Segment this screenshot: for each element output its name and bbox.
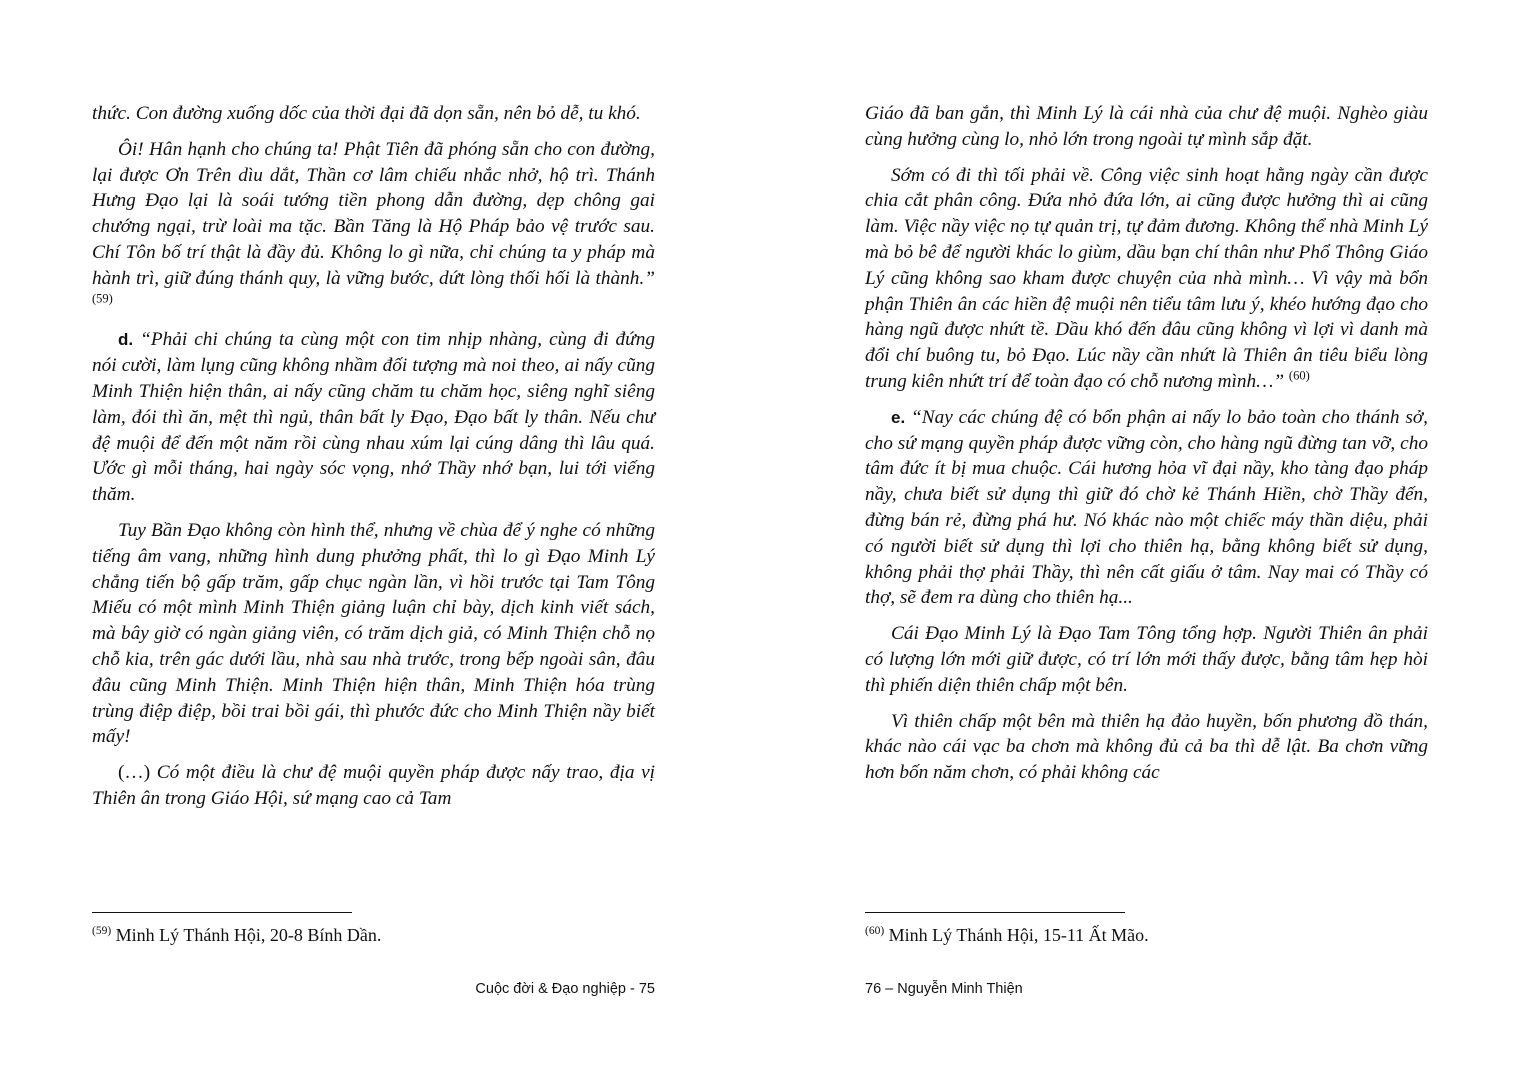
left-page [92,0,655,1075]
paragraph: Giáo đã ban gắn, thì Minh Lý là cái nhà của chư đệ muội. Nghèo giàu cùng hưởng cùng lo, nhỏ lớn trong ngoài tự mình sắp đặt. [865,103,1428,150]
page-footer: 76 – Nguyễn Minh Thiện [865,981,1023,997]
footnote-text: Minh Lý Thánh Hội, 15-11 Ất Mão. [888,925,1149,945]
footnote-divider [92,912,352,913]
footnote-number: (60) [865,925,885,937]
paragraph: thức. Con đường xuống dốc của thời đại đã dọn sẵn, nên bỏ dễ, tu khó. [92,103,641,124]
right-page-body [865,101,1428,796]
paragraph: Ôi! Hân hạnh cho chúng ta! Phật Tiên đã phóng sẵn cho con đường, lại được Ơn Trên dìu dắt, Thần cơ lâm chiếu nhắc nhở, hộ trì. Thánh Hưng Đạo lại là soái tướng tiền phong dẫn đường, dẹp chông gai chướng ngại, trừ loài ma tặc. Bần Tăng là Hộ Pháp bảo vệ trước sau. Chí Tôn bố trí thật là đầy đủ. Không lo gì nữa, chỉ chúng ta y pháp mà hành trì, giữ đúng thánh quy, là vững bước, dứt lòng thối hối là thành.” $^{(59)}$ [92,138,655,306]
paragraph: e. “Nay các chúng đệ có bổn phận ai nấy lo bảo toàn cho thánh sở, cho sứ mạng quyền pháp được vững còn, cho hàng ngũ đừng tan vỡ, cho tâm đức ít bị mua chuộc. Cái hương hỏa vĩ đại nầy, kho tàng đạo pháp nầy, chưa biết sử dụng thì giữ đó chờ kẻ Thánh Hiền, chờ Thầy đến, đừng bán rẻ, đừng phá hư. Nó khác nào một chiếc máy thần diệu, phải có người biết sử dụng thì lợi cho thiên hạ, bằng không biết sử dụng, không phải thợ phải Thầy, thì nên cất giấu ở tâm. Nay mai có Thầy có thợ, sẽ đem ra dùng cho thiên hạ... [865,406,1428,609]
paragraph: Tuy Bần Đạo không còn hình thể, nhưng về chùa để ý nghe có những tiếng âm vang, những hình dung phưởng phất, thì lo gì Đạo Minh Lý chẳng tiến bộ gấp trăm, gấp chục ngàn lần, vì hồi trước tại Tam Tông Miếu có một mình Minh Thiện giảng luận chỉ bày, dịch kinh viết sách, mà bây giờ có ngàn giảng viên, có trăm dịch giả, có Minh Thiện chỗ nọ chỗ kia, trên gác dưới lầu, nhà sau nhà trước, trong bếp ngoài sân, đâu đâu cũng Minh Thiện. Minh Thiện hiện thân, Minh Thiện hóa trùng trùng điệp điệp, bồi trai bồi gái, thì phước đức cho Minh Thiện nầy biết mấy! [92,519,655,748]
item-marker: d. [118,330,134,350]
ellipsis-marker: (…) [118,762,151,784]
footnote-divider [865,912,1125,913]
paragraph: Vì thiên chấp một bên mà thiên hạ đảo huyền, bốn phương đồ thán, khác nào cái vạc ba chơn mà không đủ cả ba thì dễ lật. Ba chơn vững hơn bốn năm chơn, có phải không các [865,710,1428,784]
footnote-reference: (59) [92,291,113,306]
left-page-body [92,101,655,822]
item-marker: e. [891,407,906,427]
paragraph: Cái Đạo Minh Lý là Đạo Tam Tông tổng hợp. Người Thiên ân phải có lượng lớn mới giữ được, có trí lớn mới thấy được, bằng tâm hẹp hòi thì phiến diện thiên chấp một bên. [865,623,1428,696]
footnote-reference: (60) [1288,368,1310,383]
footnote-number: (59) [92,925,112,937]
footnote [865,923,1428,947]
paragraph: Sớm có đi thì tối phải về. Công việc sinh hoạt hằng ngày cần được chia cắt phân công. Đứa nhỏ đứa lớn, ai cũng được hưởng thì ai cũng làm. Việc nầy việc nọ tự quản trị, tự đảm đương. Không thể nhà Minh Lý mà bỏ bê để người khác lo giùm, dầu bạn chí thân như Phổ Thông Giáo Lý cũng không sao kham được chuyện của nhà mình… Vì vậy mà bổn phận Thiên ân các hiền đệ muội nên tiểu tâm lưu ý, khéo hướng đạo cho hàng ngũ được nhứt tề. Dầu khó đến đâu cũng không vì lợi vì danh mà đổi chí buông tu, bỏ Đạo. Lúc nầy cần nhứt là Thiên ân tiêu biểu lòng trung kiên nhứt trí để toàn đạo có chỗ nương mình…” $^{(60)}$ [865,164,1428,392]
right-page [865,0,1428,1075]
paragraph: (…) Có một điều là chư đệ muội quyền pháp được nấy trao, địa vị Thiên ân trong Giáo Hội, sứ mạng cao cả Tam [92,762,656,809]
page-footer: Cuộc đời & Đạo nghiệp - 75 [475,981,655,997]
footnote [92,923,655,947]
footnote-text: Minh Lý Thánh Hội, 20-8 Bính Dần. [115,925,382,945]
paragraph: d. “Phải chi chúng ta cùng một con tim nhịp nhàng, cùng đi đứng nói cười, làm lụng cũng không nhầm đối tượng mà noi theo, ai nấy cũng Minh Thiện hiện thân, ai nấy cũng chăm tu chăm học, siêng nghĩ siêng làm, đói thì ăn, mệt thì ngủ, thân bất ly Đạo, Đạo bất ly thân. Nếu chư đệ muội để đến một năm rồi cùng nhau xúm lại cúng dâng thì lâu quá. Ước gì mỗi tháng, hai ngày sóc vọng, nhớ Thầy nhớ bạn, lui tới viếng thăm. [92,329,655,506]
